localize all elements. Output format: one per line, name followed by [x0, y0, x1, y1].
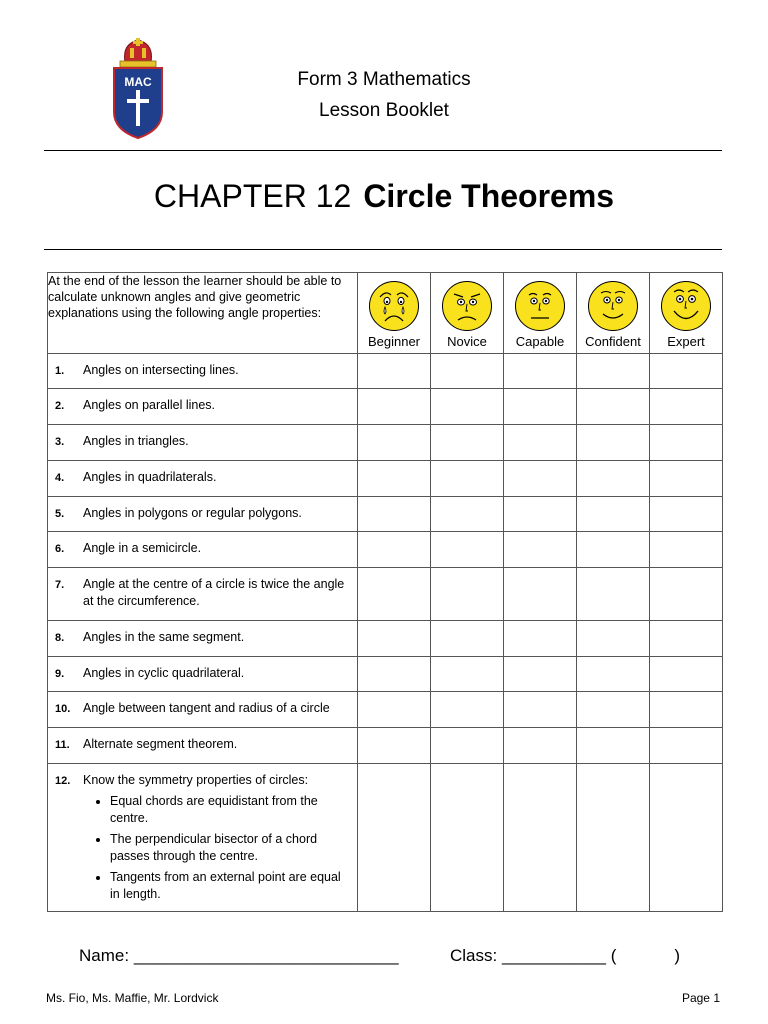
objective-cell: [48, 764, 358, 912]
rating-cell[interactable]: [650, 389, 723, 425]
rating-cell[interactable]: [431, 354, 504, 389]
table-row: [48, 692, 723, 728]
objective-number: 4.: [55, 472, 65, 484]
objective-item: [48, 425, 357, 450]
class-paren-close: ): [674, 946, 681, 965]
level-confident: [577, 273, 650, 354]
objective-number: 6.: [55, 543, 65, 555]
bullet-item: • Tangents from an external point are equal in length.: [110, 869, 351, 903]
rating-cell[interactable]: [358, 425, 431, 461]
objective-number: 1.: [55, 365, 65, 377]
objective-item: [48, 764, 357, 903]
rating-cell[interactable]: [577, 764, 650, 912]
rating-cell[interactable]: [577, 657, 650, 692]
table-header-row: [48, 273, 723, 354]
objective-number: 10.: [55, 703, 71, 715]
class-paren-open: (: [610, 946, 617, 965]
rating-cell[interactable]: [650, 657, 723, 692]
level-capable: [504, 273, 577, 354]
objective-cell: [48, 461, 358, 497]
rating-cell[interactable]: [504, 389, 577, 425]
rating-cell[interactable]: [431, 568, 504, 621]
rating-cell[interactable]: [504, 728, 577, 764]
objective-text: Angles in cyclic quadrilateral.: [83, 666, 245, 680]
rating-cell[interactable]: [504, 568, 577, 621]
objective-number: 7.: [55, 579, 65, 591]
objective-text: Angle between tangent and radius of a circle: [83, 701, 330, 715]
sad-face-icon: [441, 280, 493, 332]
objective-text: Alternate segment theorem.: [83, 737, 238, 751]
grinning-face-icon: [660, 280, 712, 332]
objective-cell: [48, 354, 358, 389]
level-beginner: [358, 273, 431, 354]
objective-item: [48, 568, 357, 610]
objective-number: 9.: [55, 668, 65, 680]
booklet-title: Lesson Booklet: [319, 100, 449, 121]
rating-cell[interactable]: [577, 354, 650, 389]
objective-cell: [48, 568, 358, 621]
objective-item: [48, 532, 357, 557]
form-title: Form 3 Mathematics: [297, 69, 471, 90]
objective-item: [48, 657, 357, 682]
objective-text: Angles on parallel lines.: [83, 398, 216, 412]
objective-number: 11.: [55, 739, 70, 751]
top-rule: [44, 150, 722, 151]
rating-cell[interactable]: [577, 532, 650, 568]
level-label: Beginner: [367, 334, 421, 349]
smiling-face-icon: [587, 280, 639, 332]
rating-cell[interactable]: [650, 728, 723, 764]
level-label: Capable: [515, 334, 565, 349]
rating-cell[interactable]: [650, 621, 723, 657]
bullet-list: [83, 793, 351, 903]
objective-item: [48, 497, 357, 522]
objective-item: [48, 692, 357, 717]
objective-cell: [48, 728, 358, 764]
bullet-item: • Equal chords are equidistant from the centre.: [110, 793, 351, 827]
crying-face-icon: [368, 280, 420, 332]
table-row: [48, 497, 723, 532]
objective-cell: [48, 497, 358, 532]
chapter-title: Circle Theorems: [363, 178, 615, 214]
rating-cell[interactable]: [577, 389, 650, 425]
rating-cell[interactable]: [504, 657, 577, 692]
rating-cell[interactable]: [431, 497, 504, 532]
objective-number: 3.: [55, 436, 65, 448]
chapter-label: CHAPTER 12: [153, 178, 352, 214]
rating-cell[interactable]: [358, 657, 431, 692]
objective-item: [48, 461, 357, 486]
objective-text: Angles on intersecting lines.: [83, 363, 239, 377]
objective-text: Angle in a semicircle.: [83, 541, 202, 555]
rating-cell[interactable]: [358, 728, 431, 764]
objective-item: [48, 389, 357, 414]
chapter-heading: [0, 178, 768, 215]
rating-cell[interactable]: [358, 532, 431, 568]
level-novice: [431, 273, 504, 354]
objective-cell: [48, 389, 358, 425]
table-row: [48, 728, 723, 764]
rating-cell[interactable]: [358, 461, 431, 497]
neutral-face-icon: [514, 280, 566, 332]
rating-cell[interactable]: [431, 532, 504, 568]
rating-cell[interactable]: [358, 354, 431, 389]
objective-cell: [48, 621, 358, 657]
rating-cell[interactable]: [577, 497, 650, 532]
rating-cell[interactable]: [504, 692, 577, 728]
footer-page-number: Page 1: [681, 991, 720, 1005]
table-row: [48, 568, 723, 621]
rating-cell[interactable]: [504, 497, 577, 532]
rating-cell[interactable]: [431, 728, 504, 764]
objective-item: [48, 621, 357, 646]
svg-text:MAC: MAC: [124, 75, 152, 89]
rating-cell[interactable]: [504, 354, 577, 389]
rating-cell[interactable]: [650, 497, 723, 532]
rating-cell[interactable]: [650, 425, 723, 461]
rating-cell[interactable]: [358, 568, 431, 621]
rating-cell[interactable]: [504, 425, 577, 461]
objective-text: Angles in the same segment.: [83, 630, 245, 644]
self-assessment-table: [47, 272, 723, 912]
rating-cell[interactable]: [650, 354, 723, 389]
name-field: [79, 946, 399, 966]
intro-text: At the end of the lesson the learner should be able to calculate unknown angles and give geometric explanations using the following angle properties:: [48, 273, 358, 354]
rating-cell[interactable]: [431, 764, 504, 912]
rating-cell[interactable]: [358, 692, 431, 728]
objectives-list: [48, 354, 723, 912]
table-row: [48, 461, 723, 497]
rating-cell[interactable]: [650, 764, 723, 912]
objective-cell: [48, 425, 358, 461]
chapter-rule: [44, 249, 722, 250]
name-blank: ____________________________: [133, 946, 399, 965]
objective-cell: [48, 532, 358, 568]
rating-cell[interactable]: [650, 568, 723, 621]
table-row: [48, 532, 723, 568]
rating-cell[interactable]: [431, 692, 504, 728]
rating-cell[interactable]: [358, 497, 431, 532]
footer-authors: Ms. Fio, Ms. Maffie, Mr. Lordvick: [46, 991, 219, 1005]
class-blank: ___________: [501, 946, 606, 965]
class-field: [450, 946, 680, 966]
rating-cell[interactable]: [504, 621, 577, 657]
class-label: Class:: [450, 946, 498, 965]
objective-text: Know the symmetry properties of circles:: [83, 773, 309, 787]
rating-cell[interactable]: [577, 692, 650, 728]
objective-number: 8.: [55, 632, 65, 644]
rating-cell[interactable]: [431, 657, 504, 692]
rating-cell[interactable]: [650, 461, 723, 497]
objective-text: Angles in triangles.: [83, 434, 189, 448]
objective-number: 5.: [55, 508, 65, 520]
table-row: [48, 657, 723, 692]
rating-cell[interactable]: [358, 621, 431, 657]
rating-cell[interactable]: [431, 621, 504, 657]
rating-cell[interactable]: [358, 389, 431, 425]
objective-item: [48, 354, 357, 379]
booklet-header: [0, 64, 768, 126]
table-row: [48, 389, 723, 425]
table-row: [48, 354, 723, 389]
objective-number: 2.: [55, 400, 65, 412]
rating-cell[interactable]: [650, 532, 723, 568]
bullet-item: • The perpendicular bisector of a chord passes through the centre.: [110, 831, 351, 865]
rating-cell[interactable]: [431, 461, 504, 497]
level-label: Confident: [585, 334, 641, 349]
objective-number: 12.: [55, 775, 71, 787]
table-row: [48, 425, 723, 461]
table-row: [48, 764, 723, 912]
rating-cell[interactable]: [577, 425, 650, 461]
name-label: Name:: [79, 946, 130, 965]
rating-cell[interactable]: [577, 461, 650, 497]
rating-cell[interactable]: [577, 568, 650, 621]
level-label: Novice: [447, 334, 487, 349]
rating-cell[interactable]: [650, 692, 723, 728]
objective-text: Angles in quadrilaterals.: [83, 470, 217, 484]
rating-cell[interactable]: [504, 461, 577, 497]
rating-cell[interactable]: [577, 621, 650, 657]
level-expert: [650, 273, 723, 354]
objective-text: Angle at the centre of a circle is twice the angle at the circumference.: [83, 577, 345, 608]
rating-cell[interactable]: [504, 764, 577, 912]
rating-cell[interactable]: [431, 389, 504, 425]
objective-text: Angles in polygons or regular polygons.: [83, 506, 302, 520]
table-row: [48, 621, 723, 657]
rating-cell[interactable]: [358, 764, 431, 912]
rating-cell[interactable]: [431, 425, 504, 461]
rating-cell[interactable]: [577, 728, 650, 764]
objective-cell: [48, 657, 358, 692]
level-label: Expert: [667, 334, 705, 349]
objective-cell: [48, 692, 358, 728]
objective-item: [48, 728, 357, 753]
rating-cell[interactable]: [504, 532, 577, 568]
